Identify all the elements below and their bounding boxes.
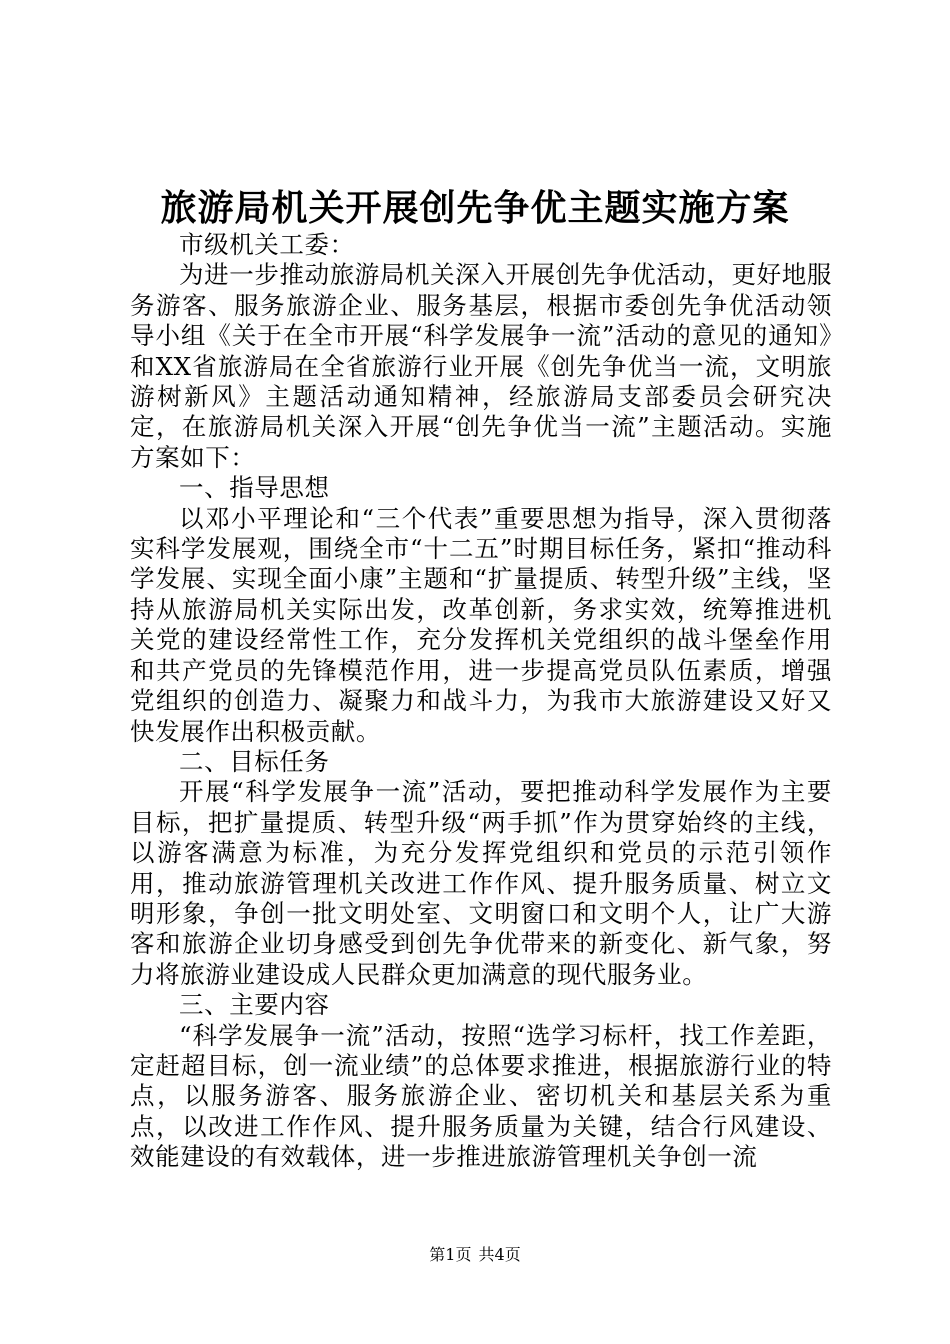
section-heading-main-content: 三、主要内容 — [179, 990, 330, 1020]
page-footer — [0, 1244, 950, 1266]
document-body — [130, 230, 832, 1173]
paragraph-main-content: “科学发展争一流”活动，按照“选学习标杆，找工作差距，定赶超目标，创一流业绩”的总体要求推进，根据旅游行业的特点，以服务游客、服务旅游企业、密切机关和基层关系为重点，以改进工作作风、提升服务质量为关键，结合行风建设、效能建设的有效载体，进一步推进旅游管理机关争创一流 — [130, 1020, 832, 1172]
salutation: 市级机关工委： — [179, 230, 355, 259]
page-number: 第1页 — [429, 1245, 472, 1264]
paragraph-intro: 为进一步推动旅游局机关深入开展创先争优活动，更好地服务游客、服务旅游企业、服务基层，根据市委创先争优活动领导小组《关于在全市开展“科学发展争一流”活动的意见的通知》和XX省旅游局在全省旅游行业开展《创先争优当一流，文明旅游树新风》主题活动通知精神，经旅游局支部委员会研究决定，在旅游局机关深入开展“创先争优当一流”主题活动。实施方案如下： — [130, 260, 832, 472]
section-heading-goals: 二、目标任务 — [179, 746, 330, 776]
paragraph-guiding-thought: 以邓小平理论和“三个代表”重要思想为指导，深入贯彻落实科学发展观，围绕全市“十二五”时期目标任务，紧扣“推动科学发展、实现全面小康”主题和“扩量提质、转型升级”主线，坚持从旅游局机关实际出发，改革创新，务求实效，统筹推进机关党的建设经常性工作，充分发挥机关党组织的战斗堡垒作用和共产党员的先锋模范作用，进一步提高党员队伍素质，增强党组织的创造力、凝聚力和战斗力，为我市大旅游建设又好又快发展作出积极贡献。 — [130, 503, 832, 746]
paragraph-goals: 开展“科学发展争一流”活动，要把推动科学发展作为主要目标，把扩量提质、转型升级“两手抓”作为贯穿始终的主线，以游客满意为标准，为充分发挥党组织和党员的示范引领作用，推动旅游管理机关改进工作作风、提升服务质量、树立文明形象，争创一批文明处室、文明窗口和文明个人，让广大游客和旅游企业切身感受到创先争优带来的新变化、新气象，努力将旅游业建设成人民群众更加满意的现代服务业。 — [130, 777, 832, 989]
document-title: 旅游局机关开展创先争优主题实施方案 — [160, 187, 790, 229]
section-heading-guiding-thought: 一、指导思想 — [179, 473, 330, 503]
page-total: 共4页 — [478, 1245, 521, 1264]
